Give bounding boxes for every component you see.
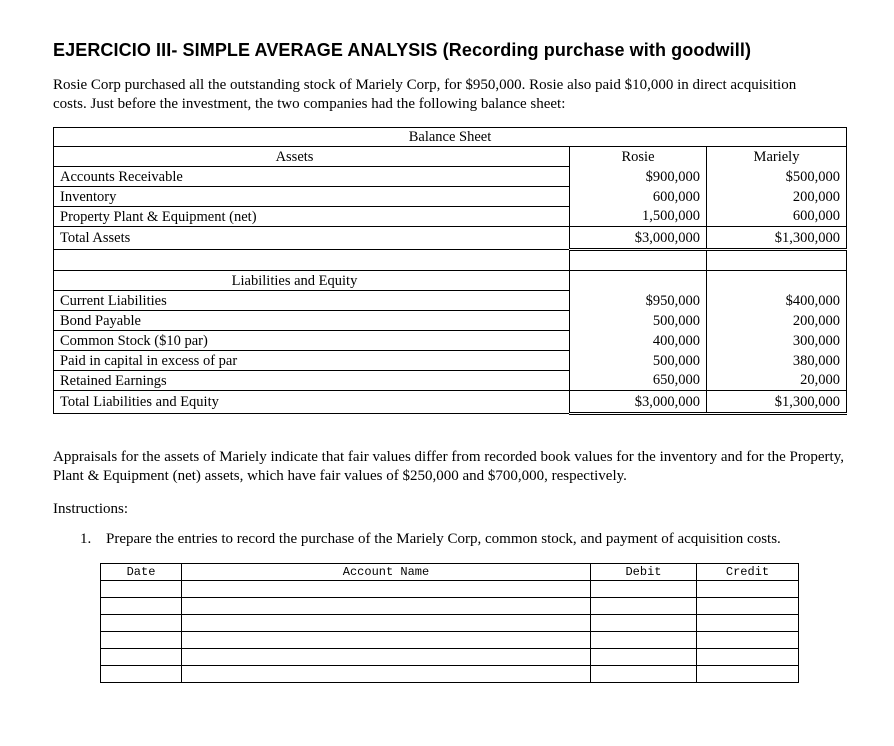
debit-cell[interactable]: [591, 615, 697, 632]
rosie-value: 650,000: [570, 371, 707, 391]
rosie-value: 500,000: [570, 311, 707, 331]
row-label: Retained Earnings: [54, 371, 570, 391]
rosie-value: 600,000: [570, 187, 707, 207]
col-date-header: Date: [101, 564, 182, 581]
credit-cell[interactable]: [697, 581, 799, 598]
account-cell[interactable]: [182, 581, 591, 598]
mariely-value: 300,000: [707, 331, 847, 351]
rosie-value: 1,500,000: [570, 207, 707, 227]
credit-cell[interactable]: [697, 666, 799, 683]
table-row: [54, 331, 847, 351]
instruction-number: 1.: [80, 531, 92, 547]
credit-cell[interactable]: [697, 615, 799, 632]
debit-cell[interactable]: [591, 598, 697, 615]
mariely-value: $500,000: [707, 167, 847, 187]
credit-cell[interactable]: [697, 649, 799, 666]
spacer-row: [54, 250, 847, 271]
date-cell[interactable]: [101, 632, 182, 649]
date-cell[interactable]: [101, 666, 182, 683]
account-cell[interactable]: [182, 598, 591, 615]
col-debit-header: Debit: [591, 564, 697, 581]
row-label: Inventory: [54, 187, 570, 207]
row-label: Common Stock ($10 par): [54, 331, 570, 351]
rosie-value: $950,000: [570, 291, 707, 311]
col-mariely-header: Mariely: [707, 147, 847, 167]
journal-row: [101, 615, 799, 632]
rosie-total: $3,000,000: [570, 227, 707, 250]
mariely-total: $1,300,000: [707, 227, 847, 250]
col-account-header: Account Name: [182, 564, 591, 581]
total-liabilities-row: [54, 391, 847, 414]
rosie-value: $900,000: [570, 167, 707, 187]
assets-header: Assets: [54, 147, 570, 167]
intro-paragraph: Rosie Corp purchased all the outstanding stock of Mariely Corp, for $950,000. Rosie also paid $10,000 in direct acquisition costs. Just before the investment, the two companies had the following balance sheet:: [53, 77, 797, 112]
table-row: [54, 291, 847, 311]
instruction-item-1: [80, 531, 781, 548]
mariely-total: $1,300,000: [707, 391, 847, 414]
table-row: [54, 207, 847, 227]
table-row: [54, 371, 847, 391]
row-label: Paid in capital in excess of par: [54, 351, 570, 371]
credit-cell[interactable]: [697, 632, 799, 649]
appraisal-paragraph: Appraisals for the assets of Mariely indicate that fair values differ from recorded book values for the inventory and for the Property, Plant & Equipment (net) assets, which have fair values of $250,000 and $700,000, respectively.: [53, 449, 844, 484]
mariely-value: 200,000: [707, 311, 847, 331]
journal-row: [101, 666, 799, 683]
mariely-value: $400,000: [707, 291, 847, 311]
liabilities-header: Liabilities and Equity: [54, 271, 570, 291]
total-assets-row: [54, 227, 847, 250]
table-row: [54, 167, 847, 187]
mariely-value: 600,000: [707, 207, 847, 227]
account-cell[interactable]: [182, 649, 591, 666]
journal-row: [101, 649, 799, 666]
row-label: Total Assets: [54, 227, 570, 250]
account-cell[interactable]: [182, 615, 591, 632]
col-credit-header: Credit: [697, 564, 799, 581]
mariely-value: 380,000: [707, 351, 847, 371]
balance-sheet-title: Balance Sheet: [54, 128, 847, 147]
table-row: [54, 311, 847, 331]
col-rosie-header: Rosie: [570, 147, 707, 167]
row-label: Property Plant & Equipment (net): [54, 207, 570, 227]
table-row: [54, 351, 847, 371]
date-cell[interactable]: [101, 649, 182, 666]
rosie-value: 500,000: [570, 351, 707, 371]
debit-cell[interactable]: [591, 581, 697, 598]
debit-cell[interactable]: [591, 666, 697, 683]
balance-sheet-table: [53, 127, 847, 415]
row-label: Accounts Receivable: [54, 167, 570, 187]
instructions-label: Instructions:: [53, 501, 128, 517]
rosie-total: $3,000,000: [570, 391, 707, 414]
instruction-text: Prepare the entries to record the purchase of the Mariely Corp, common stock, and payment of acquisition costs.: [106, 531, 781, 547]
mariely-value: 20,000: [707, 371, 847, 391]
account-cell[interactable]: [182, 666, 591, 683]
credit-cell[interactable]: [697, 598, 799, 615]
date-cell[interactable]: [101, 581, 182, 598]
row-label: Bond Payable: [54, 311, 570, 331]
debit-cell[interactable]: [591, 632, 697, 649]
journal-row: [101, 581, 799, 598]
table-row: [54, 187, 847, 207]
rosie-value: 400,000: [570, 331, 707, 351]
journal-row: [101, 598, 799, 615]
debit-cell[interactable]: [591, 649, 697, 666]
journal-row: [101, 632, 799, 649]
row-label: Total Liabilities and Equity: [54, 391, 570, 414]
account-cell[interactable]: [182, 632, 591, 649]
row-label: Current Liabilities: [54, 291, 570, 311]
date-cell[interactable]: [101, 615, 182, 632]
page-title: EJERCICIO III- SIMPLE AVERAGE ANALYSIS (Recording purchase with goodwill): [53, 40, 752, 60]
journal-entry-table: [100, 563, 799, 683]
date-cell[interactable]: [101, 598, 182, 615]
mariely-value: 200,000: [707, 187, 847, 207]
